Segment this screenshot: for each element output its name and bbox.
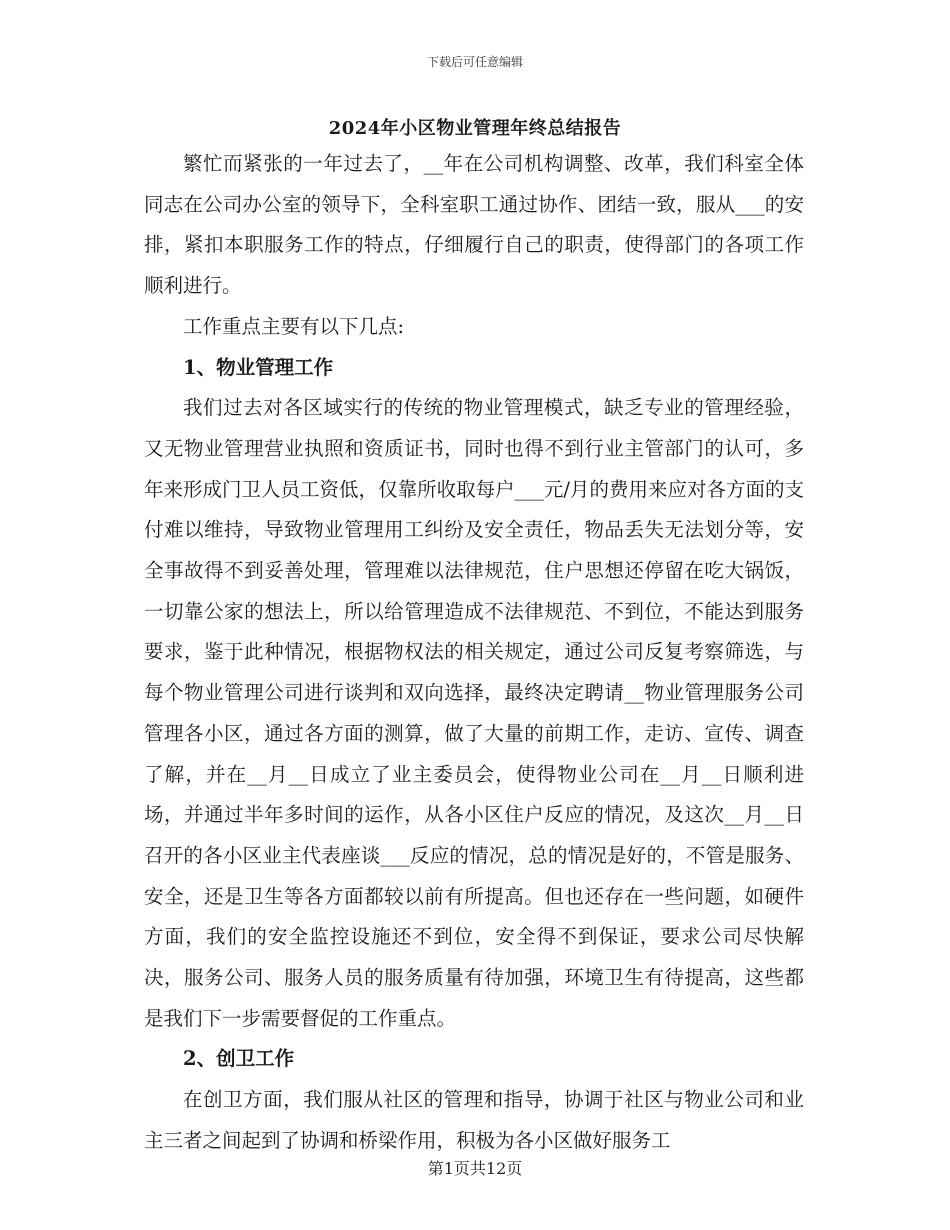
page-number-footer: 第1页共12页 — [427, 1159, 523, 1178]
paragraph-property-management: 我们过去对各区域实行的传统的物业管理模式，缺乏专业的管理经验，又无物业管理营业执照和资质证书，同时也得不到行业主管部门的认可，多年来形成门卫人员工资低，仅靠所收取每户___元/月的费用来应对各方面的支付难以维持，导致物业管理用工纠纷及安全责任，物品丢失无法划分等，安全事故得不到妥善处理，管理难以法律规范，住户思想还停留在吃大锅饭，一切靠公家的想法上，所以给管理造成不法律规范、不到位，不能达到服务要求，鉴于此种情况，根据物权法的相关规定，通过公司反复考察筛选，与每个物业管理公司进行谈判和双向选择，最终决定聘请__物业管理服务公司管理各小区，通过各方面的测算，做了大量的前期工作，走访、宣传、调查了解，并在__月__日成立了业主委员会，使得物业公司在__月__日顺利进场，并通过半年多时间的运作，从各小区住户反应的情况，及这次__月__日召开的各小区业主代表座谈___反应的情况，总的情况是好的，不管是服务、安全，还是卫生等各方面都较以前有所提高。但也还存在一些问题，如硬件方面，我们的安全监控设施还不到位，安全得不到保证，要求公司尽快解决，服务公司、服务人员的服务质量有待加强，环境卫生有待提高，这些都是我们下一步需要督促的工作重点。 — [144, 396, 804, 1030]
section-heading-sanitation: 2、创卫工作 — [183, 1047, 295, 1071]
section-heading-property-management: 1、物业管理工作 — [183, 355, 334, 379]
paragraph-intro: 繁忙而紧张的一年过去了，__年在公司机构调整、改革，我们科室全体同志在公司办公室的领导下，全科室职工通过协作、团结一致，服从___的安排，紧扣本职服务工作的特点，仔细履行自己的职责，使得部门的各项工作顺利进行。 — [144, 152, 804, 298]
document-title: 2024年小区物业管理年终总结报告 — [328, 118, 622, 139]
paragraph-key-points: 工作重点主要有以下几点: — [183, 314, 405, 338]
paragraph-sanitation: 在创卫方面，我们服从社区的管理和指导，协调于社区与物业公司和业主三者之间起到了协调和桥梁作用，积极为各小区做好服务工 — [144, 1088, 804, 1152]
document-body — [144, 144, 804, 1162]
header-note: 下载后可任意编辑 — [426, 55, 523, 69]
